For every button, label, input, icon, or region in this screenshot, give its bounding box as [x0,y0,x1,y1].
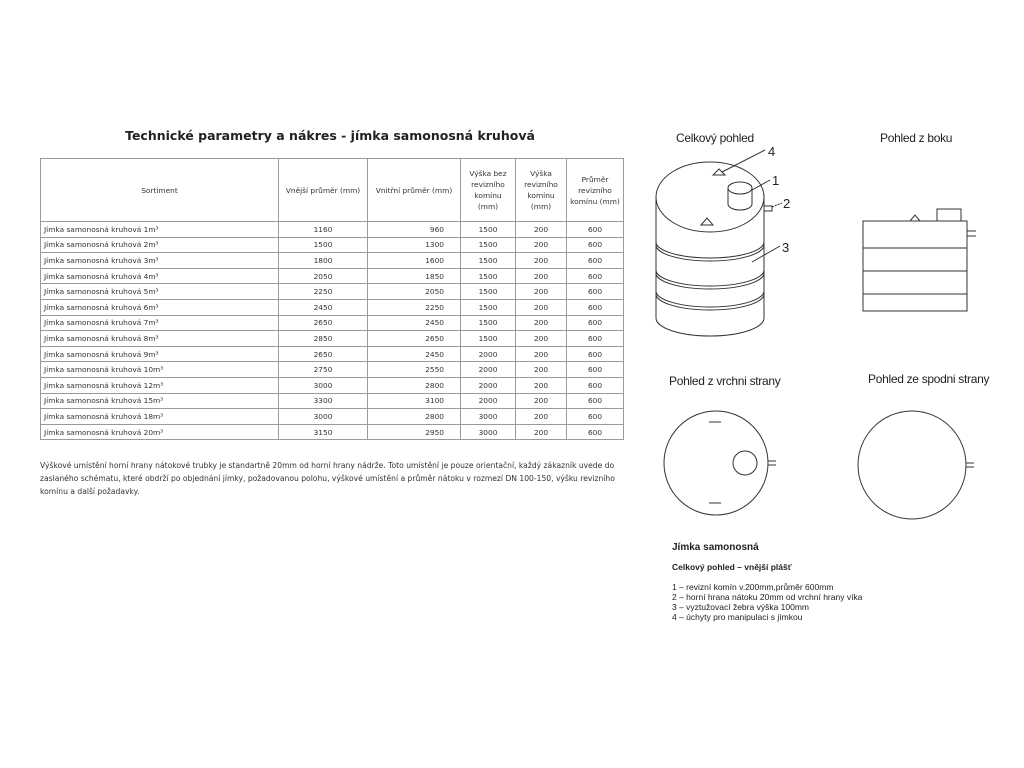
overall-view-label: Celkový pohled [676,131,754,145]
cell-inner-diameter: 1850 [368,268,461,284]
cell-inner-diameter: 960 [368,222,461,238]
cell-outer-diameter: 2750 [279,362,368,378]
leader-3 [752,246,780,262]
cell-inner-diameter: 2250 [368,299,461,315]
cell-chimney-diameter: 600 [567,409,624,425]
cell-chimney-diameter: 600 [567,393,624,409]
cell-height-without-chimney: 1500 [461,268,516,284]
cell-sortiment: Jímka samonosná kruhová 18m³ [41,409,279,425]
cell-chimney-height: 200 [516,222,567,238]
header-chimney-height: Výška revizního komínu (mm) [516,159,567,222]
cell-chimney-height: 200 [516,409,567,425]
cell-chimney-diameter: 600 [567,315,624,331]
top-tank-outline [664,411,768,515]
cell-chimney-height: 200 [516,393,567,409]
legend-title: Jímka samonosná [672,542,759,553]
cell-inner-diameter: 2950 [368,424,461,440]
cell-chimney-diameter: 600 [567,237,624,253]
cell-inner-diameter: 2550 [368,362,461,378]
cell-height-without-chimney: 2000 [461,362,516,378]
callout-3: 3 [782,240,789,255]
header-chimney-diameter: Průměr revizního komínu (mm) [567,159,624,222]
cell-height-without-chimney: 1500 [461,315,516,331]
tank-body [656,197,764,336]
legend-item-3: 3 – vyztužovací žebra výška 100mm [672,602,810,612]
cell-outer-diameter: 2450 [279,299,368,315]
top-view-drawing [664,411,776,515]
bottom-view-label: Pohled ze spodni strany [868,372,990,386]
cell-height-without-chimney: 1500 [461,284,516,300]
leader-2 [772,203,782,207]
handle-icon [701,218,713,225]
drawing-legend [672,542,862,622]
cell-sortiment: Jímka samonosná kruhová 7m³ [41,315,279,331]
cell-chimney-height: 200 [516,424,567,440]
cell-outer-diameter: 2050 [279,268,368,284]
side-tank-body [863,221,967,311]
cell-sortiment: Jímka samonosná kruhová 5m³ [41,284,279,300]
cell-inner-diameter: 3100 [368,393,461,409]
cell-inner-diameter: 2450 [368,346,461,362]
leader-4 [722,150,765,172]
leader-1 [752,180,770,190]
cell-sortiment: Jímka samonosná kruhová 8m³ [41,331,279,347]
cell-chimney-diameter: 600 [567,346,624,362]
cell-outer-diameter: 3000 [279,377,368,393]
cell-height-without-chimney: 3000 [461,424,516,440]
cell-sortiment: Jímka samonosná kruhová 4m³ [41,268,279,284]
cell-height-without-chimney: 1500 [461,253,516,269]
cell-chimney-diameter: 600 [567,424,624,440]
header-inner-diameter: Vnitřní průměr (mm) [368,159,461,222]
cell-height-without-chimney: 2000 [461,393,516,409]
cell-chimney-height: 200 [516,362,567,378]
cell-chimney-height: 200 [516,299,567,315]
cell-chimney-height: 200 [516,237,567,253]
rib-1 [656,242,764,258]
cell-outer-diameter: 2850 [279,331,368,347]
side-chimney [937,209,961,221]
cell-sortiment: Jímka samonosná kruhová 20m³ [41,424,279,440]
cell-sortiment: Jímka samonosná kruhová 15m³ [41,393,279,409]
legend-item-1: 1 – revizní komín v.200mm,průměr 600mm [672,582,834,592]
side-view-label: Pohled z boku [880,131,953,145]
bottom-view-drawing [858,411,974,519]
header-height-without-chimney: Výška bez revizního komínu (mm) [461,159,516,222]
callout-4: 4 [768,144,775,159]
installation-note: Výškové umístění horní hrany nátokové trubky je standartně 20mm od horní hrany nádrže. Toto umístění je pouze orientační, každý zákazník uvede do zaslaného schématu, které obdrží po objednání jímky, požadovanou polohu, výškové umístění a průměr nátoku v rozmezí DN 100-150, výšku revizního komínu a další požadavky. [40,461,615,496]
cell-outer-diameter: 3300 [279,393,368,409]
legend-subtitle: Celkový pohled – vnější plášť [672,562,792,572]
cell-sortiment: Jímka samonosná kruhová 9m³ [41,346,279,362]
cell-height-without-chimney: 2000 [461,346,516,362]
header-outer-diameter: Vnější průměr (mm) [279,159,368,222]
cell-inner-diameter: 1600 [368,253,461,269]
rib-2 [656,270,764,286]
cell-chimney-diameter: 600 [567,268,624,284]
cell-inner-diameter: 1300 [368,237,461,253]
cell-inner-diameter: 2650 [368,331,461,347]
top-view-label: Pohled z vrchni strany [669,374,781,388]
chimney-top [728,182,752,194]
cell-inner-diameter: 2800 [368,377,461,393]
cell-chimney-height: 200 [516,377,567,393]
cell-chimney-height: 200 [516,268,567,284]
cell-outer-diameter: 1800 [279,253,368,269]
cell-height-without-chimney: 1500 [461,331,516,347]
rib-3 [656,291,764,307]
cell-sortiment: Jímka samonosná kruhová 2m³ [41,237,279,253]
cell-sortiment: Jímka samonosná kruhová 6m³ [41,299,279,315]
cell-sortiment: Jímka samonosná kruhová 3m³ [41,253,279,269]
cell-chimney-height: 200 [516,284,567,300]
cell-outer-diameter: 3150 [279,424,368,440]
cell-sortiment: Jímka samonosná kruhová 1m³ [41,222,279,238]
chimney-body [728,188,752,210]
bottom-tank-outline [858,411,966,519]
callout-1: 1 [772,173,779,188]
cell-inner-diameter: 2450 [368,315,461,331]
cell-outer-diameter: 2650 [279,346,368,362]
cell-chimney-diameter: 600 [567,284,624,300]
cell-sortiment: Jímka samonosná kruhová 10m³ [41,362,279,378]
cell-chimney-height: 200 [516,253,567,269]
cell-outer-diameter: 2250 [279,284,368,300]
cell-height-without-chimney: 3000 [461,409,516,425]
cell-height-without-chimney: 2000 [461,377,516,393]
cell-outer-diameter: 2650 [279,315,368,331]
top-chimney [733,451,757,475]
side-view-drawing [863,209,976,311]
cell-chimney-diameter: 600 [567,222,624,238]
cell-chimney-diameter: 600 [567,299,624,315]
overall-view-drawing [656,150,782,336]
cell-height-without-chimney: 1500 [461,237,516,253]
cell-outer-diameter: 1500 [279,237,368,253]
cell-chimney-diameter: 600 [567,377,624,393]
cell-chimney-height: 200 [516,315,567,331]
cell-chimney-diameter: 600 [567,331,624,347]
cell-height-without-chimney: 1500 [461,299,516,315]
cell-sortiment: Jímka samonosná kruhová 12m³ [41,377,279,393]
cell-outer-diameter: 3000 [279,409,368,425]
page-title: Technické parametry a nákres - jímka samonosná kruhová [125,128,535,143]
callout-2: 2 [783,196,790,211]
cell-chimney-diameter: 600 [567,362,624,378]
handle-icon [713,169,725,175]
cell-inner-diameter: 2050 [368,284,461,300]
legend-item-4: 4 – úchyty pro manipulaci s jímkou [672,612,803,622]
cell-chimney-height: 200 [516,346,567,362]
cell-chimney-diameter: 600 [567,253,624,269]
inlet-pipe [764,206,772,211]
cell-chimney-height: 200 [516,331,567,347]
legend-item-2: 2 – horní hrana nátoku 20mm od vrchní hrany víka [672,592,863,602]
cell-height-without-chimney: 1500 [461,222,516,238]
header-sortiment: Sortiment [41,159,279,222]
side-handle [910,215,920,221]
cell-inner-diameter: 2800 [368,409,461,425]
cell-outer-diameter: 1160 [279,222,368,238]
